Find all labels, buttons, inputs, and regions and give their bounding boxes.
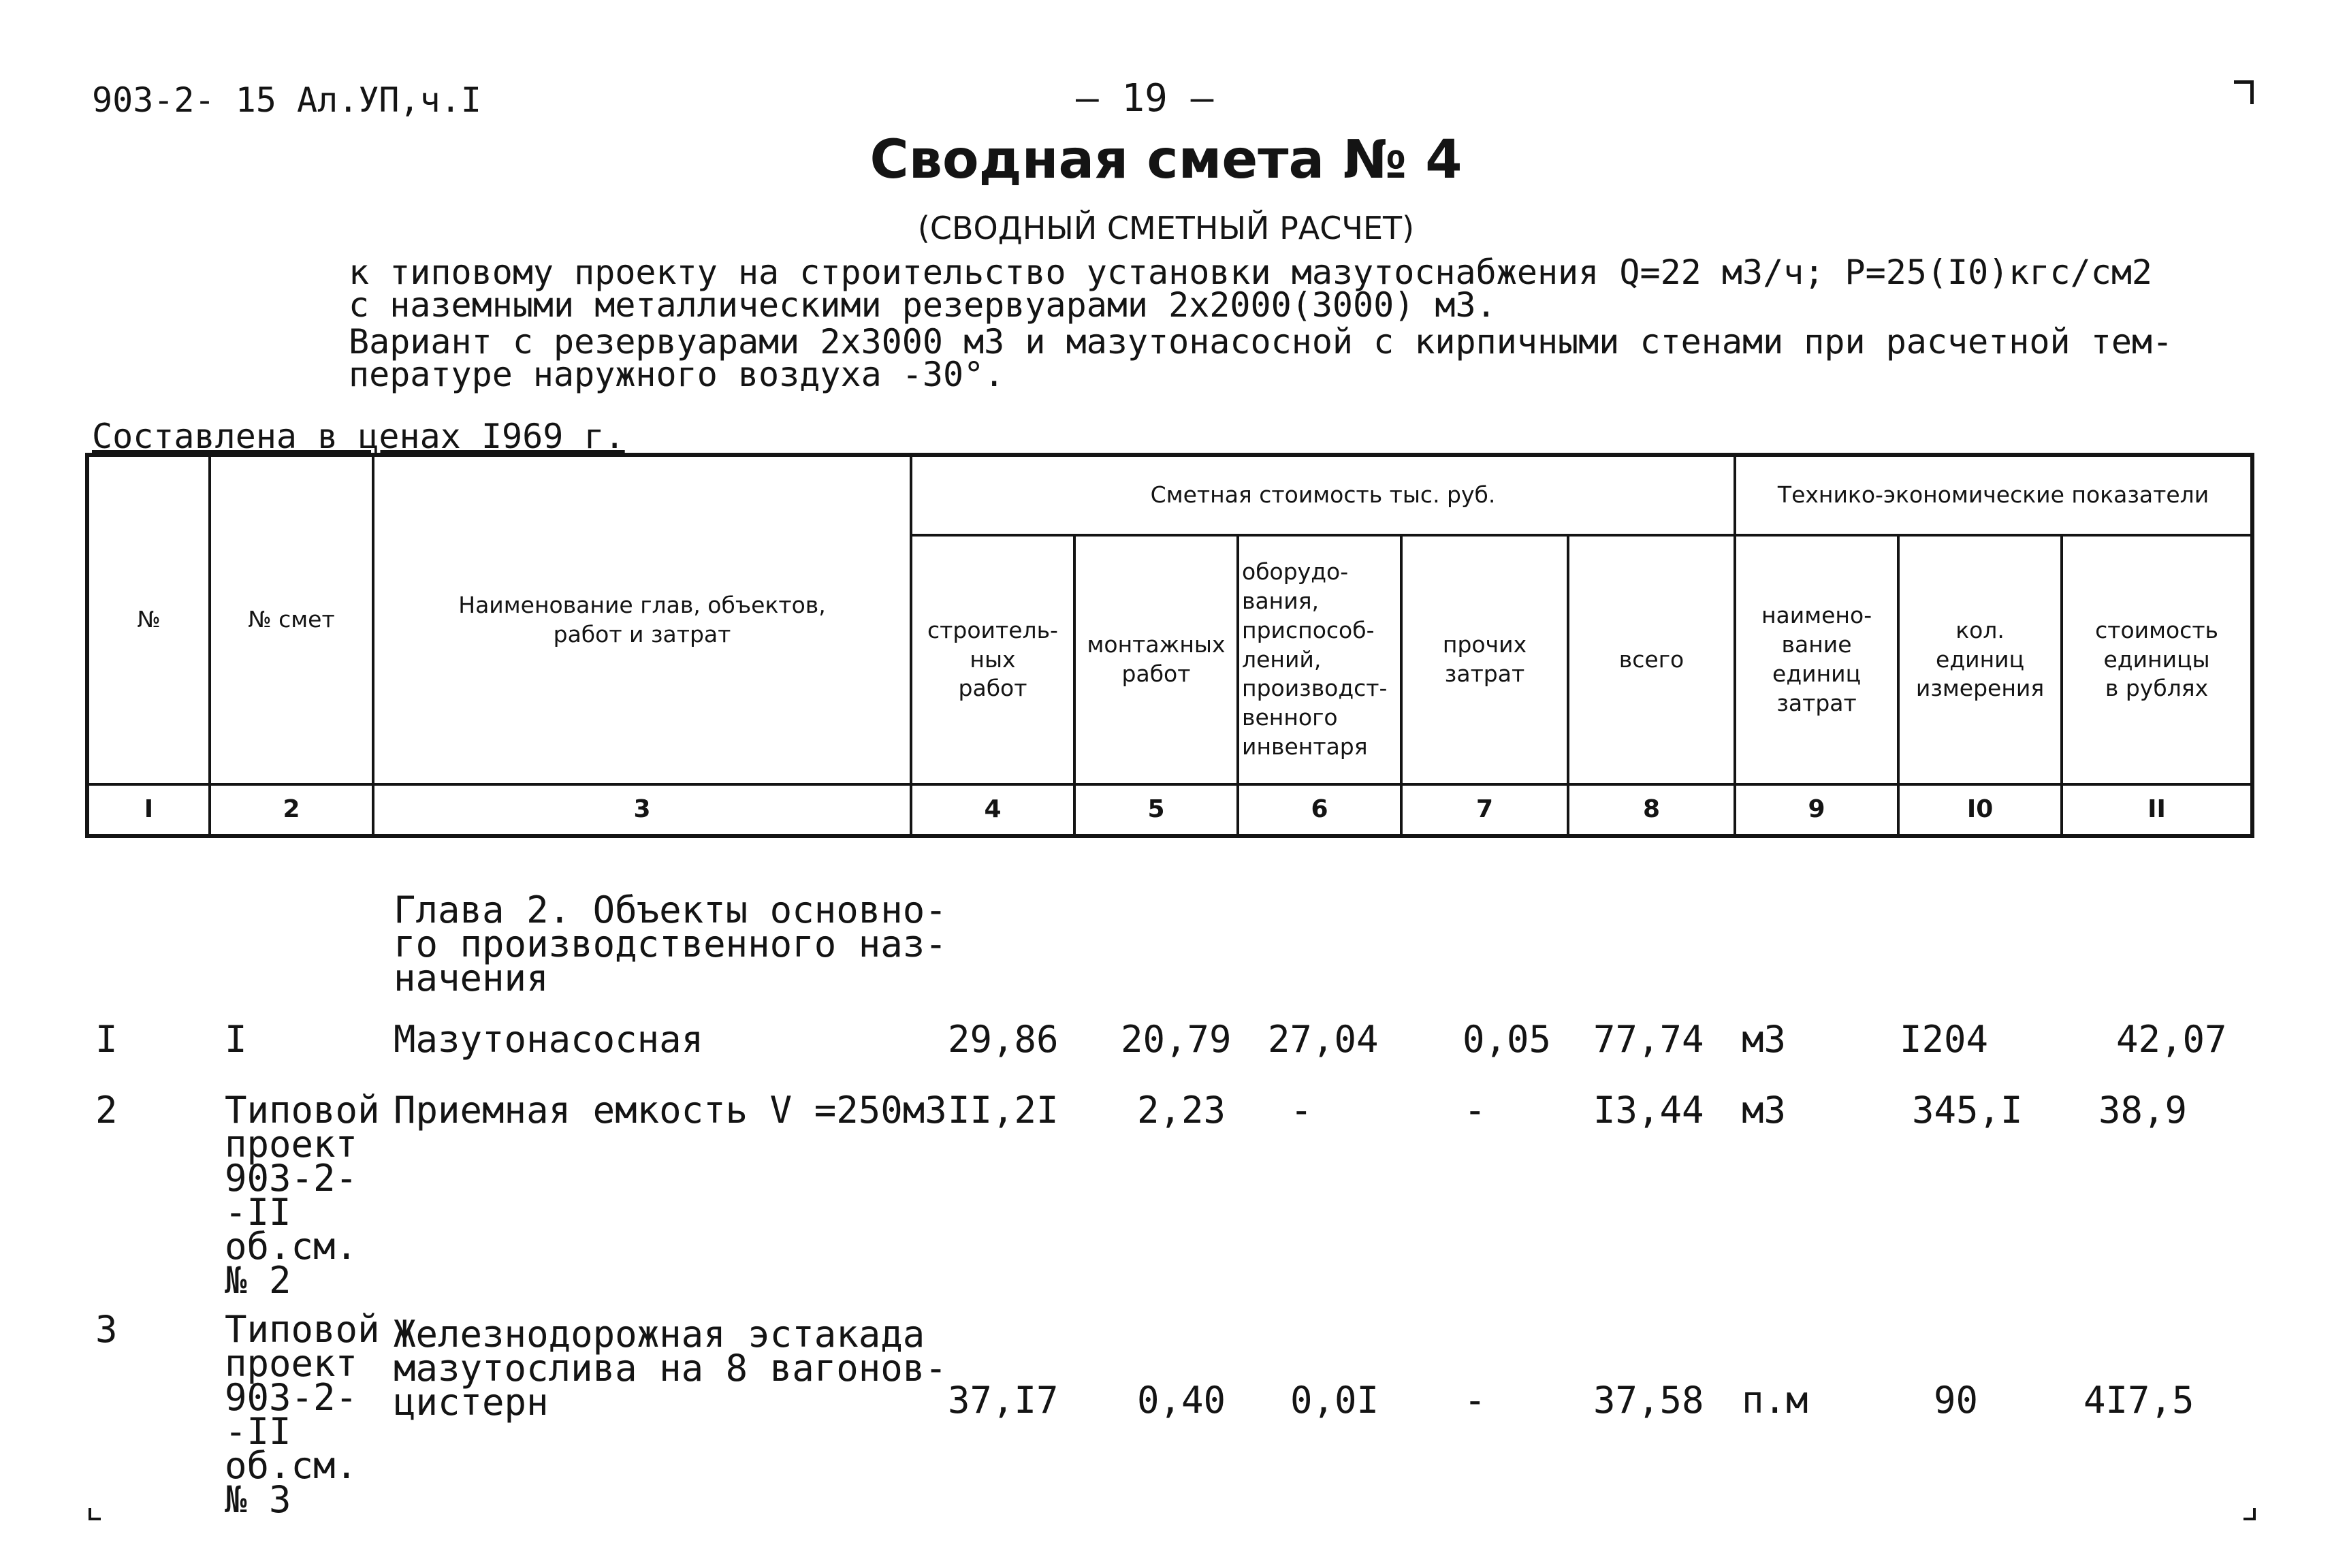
row-equipment-cost: 0,0I: [1290, 1379, 1379, 1422]
row-installation-cost: 20,79: [1121, 1018, 1232, 1061]
col-number-7: 7: [1401, 784, 1568, 836]
col-header-name: Наименование глав, объектов, работ и затрат: [373, 455, 911, 784]
corner-mark-top-right: [2234, 80, 2254, 104]
row-installation-cost: 2,23: [1137, 1089, 1226, 1132]
col-number-4: 4: [911, 784, 1074, 836]
col-number-1: I: [87, 784, 210, 836]
row-equipment-cost: -: [1290, 1089, 1313, 1132]
row-unit-cost: 4I7,5: [2083, 1379, 2194, 1422]
row-number: I: [95, 1018, 118, 1061]
intro-line-3: Вариант с резервуарами 2х3000 м3 и мазутонасосной с кирпичными стенами при расчетной тем-: [349, 322, 2173, 362]
row-quantity: 345,I: [1912, 1089, 2023, 1132]
row-unit: м3: [1742, 1089, 1787, 1132]
chapter-title: Глава 2. Объекты основно- го производственного наз- начения: [394, 889, 947, 999]
row-installation-cost: 0,40: [1137, 1379, 1226, 1422]
col-header-construction: строитель- ных работ: [911, 535, 1074, 784]
intro-line-2: с наземными металлическими резервуарами 2х2000(3000) м3.: [349, 285, 1497, 325]
col-number-3: 3: [373, 784, 911, 836]
col-number-9: 9: [1735, 784, 1898, 836]
corner-mark-bottom-right: [2243, 1508, 2256, 1520]
intro-line-4: пературе наружного воздуха -30°.: [349, 355, 1005, 394]
intro-line-1: к типовому проекту на строительство установки мазутоснабжения Q=22 м3/ч; Р=25(I0)кгс/см2: [349, 253, 2153, 292]
col-number-2: 2: [210, 784, 373, 836]
group-header-estimate-cost: Сметная стоимость тыс. руб.: [911, 455, 1735, 535]
prices-note: Составлена в ценах I969 г.: [92, 417, 625, 456]
row-estimate-ref: Типовой проект 903-2- -II об.см. № 2: [225, 1089, 380, 1302]
row-name: Приемная емкость V =250м3: [394, 1089, 947, 1132]
row-other-cost: -: [1464, 1379, 1486, 1422]
row-construction-cost: II,2I: [948, 1089, 1059, 1132]
row-construction-cost: 29,86: [948, 1018, 1059, 1061]
row-total-cost: I3,44: [1593, 1089, 1704, 1132]
row-quantity: 90: [1934, 1379, 1979, 1422]
row-unit: м3: [1742, 1018, 1787, 1061]
col-number-8: 8: [1568, 784, 1735, 836]
col-number-5: 5: [1074, 784, 1238, 836]
col-header-unit-cost: стоимость единицы в рублях: [2062, 535, 2252, 784]
row-name: Мазутонасосная: [394, 1018, 704, 1061]
col-header-quantity: кол. единиц измерения: [1898, 535, 2062, 784]
estimate-table-header: [85, 453, 2254, 838]
col-number-6: 6: [1238, 784, 1401, 836]
row-estimate-ref: Типовой проект 903-2- -II об.см. № 3: [225, 1308, 380, 1521]
row-other-cost: 0,05: [1463, 1018, 1552, 1061]
row-total-cost: 77,74: [1593, 1018, 1704, 1061]
col-header-equipment: оборудо- вания, приспособ- лений, производст- венного инвентаря: [1238, 535, 1401, 784]
row-estimate-ref: I: [225, 1018, 247, 1061]
col-number-10: I0: [1898, 784, 2062, 836]
group-header-tech-economic: Технико-экономические показатели: [1735, 455, 2252, 535]
row-unit-cost: 42,07: [2116, 1018, 2227, 1061]
row-number: 3: [95, 1308, 118, 1351]
col-header-other: прочих затрат: [1401, 535, 1568, 784]
row-other-cost: -: [1464, 1089, 1486, 1132]
row-quantity: I204: [1900, 1018, 1989, 1061]
row-name: Железнодорожная эстакада мазутослива на 8 вагонов- цистерн: [394, 1313, 947, 1424]
col-header-number: №: [87, 455, 210, 784]
row-total-cost: 37,58: [1593, 1379, 1704, 1422]
row-construction-cost: 37,I7: [948, 1379, 1059, 1422]
page-subtitle: (СВОДНЫЙ СМЕТНЫЙ РАСЧЕТ): [917, 210, 1415, 246]
document-code: 903-2- 15 Ал.УП,ч.I: [92, 80, 481, 120]
row-unit-cost: 38,9: [2098, 1089, 2188, 1132]
page-title: Сводная смета № 4: [869, 129, 1463, 191]
row-equipment-cost: 27,04: [1268, 1018, 1379, 1061]
corner-mark-bottom-left: [89, 1508, 101, 1520]
row-unit: п.м: [1742, 1379, 1808, 1422]
col-header-estimate-no: № смет: [210, 455, 373, 784]
col-header-unit-name: наимено- вание единиц затрат: [1735, 535, 1898, 784]
col-header-total: всего: [1568, 535, 1735, 784]
col-header-installation: монтажных работ: [1074, 535, 1238, 784]
row-number: 2: [95, 1089, 118, 1132]
page-number: — 19 —: [1076, 76, 1214, 121]
col-number-11: II: [2062, 784, 2252, 836]
